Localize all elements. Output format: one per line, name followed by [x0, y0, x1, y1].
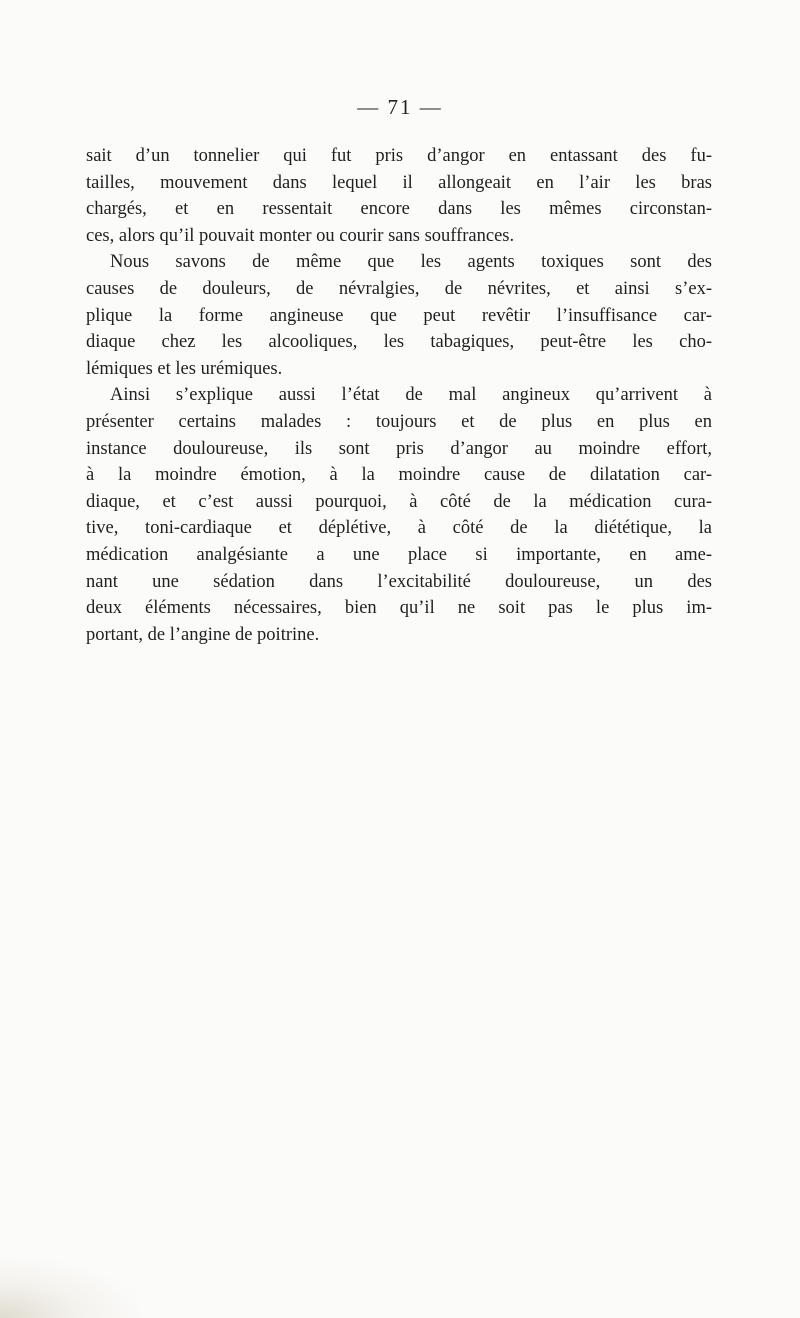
- page-corner-shadow: [0, 1258, 140, 1318]
- text-line: à la moindre émotion, à la moindre cause de dilatation car-: [86, 465, 712, 486]
- text-line: médication analgésiante a une place si importante, en ame-: [86, 544, 712, 565]
- text-line: ces, alors qu’il pouvait monter ou courir sans souffrances.: [86, 225, 515, 246]
- page-number: — 71 —: [357, 95, 443, 119]
- text-line: instance douloureuse, ils sont pris d’angor au moindre effort,: [86, 438, 712, 459]
- text-line: deux éléments nécessaires, bien qu’il ne soit pas le plus im-: [86, 598, 712, 619]
- text-line: Nous savons de même que les agents toxiques sont des: [110, 252, 712, 273]
- text-line: nant une sédation dans l’excitabilité douloureuse, un des: [86, 571, 712, 592]
- text-line: chargés, et en ressentait encore dans les mêmes circonstan-: [86, 199, 712, 220]
- text-line: Ainsi s’explique aussi l’état de mal angineux qu’arrivent à: [110, 385, 712, 406]
- text-line: plique la forme angineuse que peut revêtir l’insuffisance car-: [86, 305, 712, 326]
- text-line: tailles, mouvement dans lequel il allongeait en l’air les bras: [86, 172, 712, 193]
- body-text: [86, 143, 712, 648]
- text-line: lémiques et les urémiques.: [86, 358, 283, 379]
- text-line: diaque chez les alcooliques, les tabagiques, peut-être les cho-: [86, 332, 712, 353]
- text-line: sait d’un tonnelier qui fut pris d’angor en entassant des fu-: [86, 146, 712, 166]
- text-line: causes de douleurs, de névralgies, de névrites, et ainsi s’ex-: [86, 278, 712, 299]
- text-line: présenter certains malades : toujours et de plus en plus en: [86, 411, 712, 432]
- text-line: tive, toni-cardiaque et déplétive, à côté de la diététique, la: [86, 518, 712, 539]
- text-line: diaque, et c’est aussi pourquoi, à côté de la médication cura-: [86, 491, 712, 512]
- text-line: portant, de l’angine de poitrine.: [86, 624, 320, 645]
